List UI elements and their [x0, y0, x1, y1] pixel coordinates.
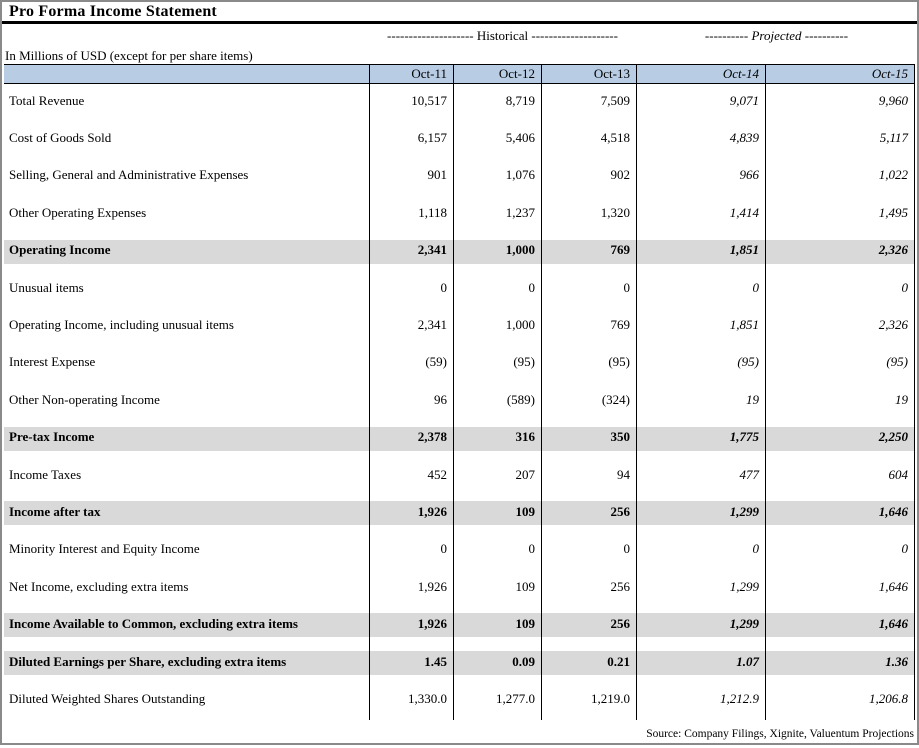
cell-value: 256	[542, 570, 637, 607]
cell-value: 1,851	[637, 308, 766, 345]
cell-value: 207	[454, 458, 542, 495]
cell-value: 1.36	[885, 653, 908, 669]
cell-value: 5,117	[879, 130, 908, 146]
row-label: Net Income, excluding extra items	[4, 570, 370, 607]
cell-value: 1,495	[878, 204, 908, 220]
column-header-blank	[4, 65, 370, 83]
cell-value: 9,960	[878, 92, 908, 108]
cell-value: 477	[637, 458, 766, 495]
page-title: Pro Forma Income Statement	[9, 3, 217, 20]
cell-value: 19	[895, 391, 908, 407]
title-bar	[2, 2, 917, 24]
units-note: In Millions of USD (except for per share items)	[5, 48, 253, 63]
cell-value: 1,299	[637, 607, 766, 644]
cell-value: 0	[454, 271, 542, 308]
cell-value: 2,250	[878, 429, 908, 445]
table-row	[4, 271, 914, 308]
cell-value: 350	[542, 421, 637, 458]
column-header-oct13: Oct-13	[542, 65, 637, 83]
income-statement-table	[4, 64, 915, 720]
row-label: Income Taxes	[4, 458, 370, 495]
cell-value: 1,926	[370, 570, 454, 607]
cell-value: 1,775	[637, 421, 766, 458]
cell-value: 4,839	[637, 121, 766, 158]
column-group-row	[2, 24, 917, 48]
cell-value: 1,926	[370, 607, 454, 644]
cell-value: 1,926	[370, 495, 454, 532]
source-note: Source: Company Filings, Xignite, Valuentum Projections	[646, 727, 914, 740]
cell-value: 1,206.8	[869, 690, 908, 706]
cell-value: 6,157	[370, 121, 454, 158]
cell-value: 1,212.9	[637, 682, 766, 719]
row-label: Diluted Weighted Shares Outstanding	[4, 682, 370, 719]
row-label: Selling, General and Administrative Expenses	[4, 159, 370, 196]
column-header-row	[4, 64, 914, 84]
column-header-oct11: Oct-11	[370, 65, 454, 83]
cell-value: (59)	[370, 346, 454, 383]
row-label: Operating Income	[4, 234, 370, 271]
column-header-oct15: Oct-15	[871, 66, 908, 81]
row-label: Minority Interest and Equity Income	[4, 533, 370, 570]
cell-value: 0	[370, 533, 454, 570]
cell-value: 1,320	[542, 196, 637, 233]
row-label: Diluted Earnings per Share, excluding extra items	[4, 645, 370, 682]
cell-value: 1,646	[878, 578, 908, 594]
cell-value: 2,326	[878, 242, 908, 258]
table-row	[4, 121, 914, 158]
cell-value: 1,851	[637, 234, 766, 271]
cell-value: 901	[370, 159, 454, 196]
cell-value: 96	[370, 383, 454, 420]
column-header-oct14: Oct-14	[637, 65, 766, 83]
cell-value: 0.21	[542, 645, 637, 682]
cell-value: 109	[454, 495, 542, 532]
cell-value: 256	[542, 495, 637, 532]
cell-value: 1.07	[637, 645, 766, 682]
cell-value: 1,646	[878, 616, 908, 632]
cell-value: 7,509	[542, 84, 637, 121]
cell-value: 0	[542, 271, 637, 308]
table-row	[4, 84, 914, 121]
row-label: Income Available to Common, excluding extra items	[4, 607, 370, 644]
table-body	[4, 84, 914, 720]
cell-value: 9,071	[637, 84, 766, 121]
table-row	[4, 458, 914, 495]
cell-value: 902	[542, 159, 637, 196]
cell-value: 452	[370, 458, 454, 495]
row-label: Other Operating Expenses	[4, 196, 370, 233]
table-row	[4, 495, 914, 532]
row-label: Income after tax	[4, 495, 370, 532]
column-header-oct12: Oct-12	[454, 65, 542, 83]
cell-value: 10,517	[370, 84, 454, 121]
table-row	[4, 383, 914, 420]
cell-value: 256	[542, 607, 637, 644]
cell-value: 966	[637, 159, 766, 196]
table-row	[4, 308, 914, 345]
row-label: Operating Income, including unusual items	[4, 308, 370, 345]
row-label: Other Non-operating Income	[4, 383, 370, 420]
cell-value: 94	[542, 458, 637, 495]
cell-value: 316	[454, 421, 542, 458]
table-row	[4, 570, 914, 607]
cell-value: 1,237	[454, 196, 542, 233]
cell-value: 2,341	[370, 308, 454, 345]
cell-value: (95)	[454, 346, 542, 383]
cell-value: 604	[888, 466, 908, 482]
cell-value: 2,341	[370, 234, 454, 271]
cell-value: 19	[637, 383, 766, 420]
table-row	[4, 607, 914, 644]
cell-value: 0	[637, 533, 766, 570]
cell-value: 1,414	[637, 196, 766, 233]
table-row	[4, 159, 914, 196]
cell-value: 0	[637, 271, 766, 308]
cell-value: 0	[901, 541, 908, 557]
cell-value: 1,299	[637, 570, 766, 607]
historical-group-label: -------------------- Historical --------------------	[387, 28, 618, 43]
row-label: Unusual items	[4, 271, 370, 308]
cell-value: 1,000	[454, 308, 542, 345]
cell-value: 769	[542, 234, 637, 271]
table-row	[4, 421, 914, 458]
cell-value: 1,299	[637, 495, 766, 532]
cell-value: (95)	[886, 354, 908, 370]
cell-value: (95)	[542, 346, 637, 383]
cell-value: 1,330.0	[370, 682, 454, 719]
table-row	[4, 682, 914, 719]
cell-value: 0	[901, 279, 908, 295]
cell-value: 1,022	[878, 167, 908, 183]
cell-value: 4,518	[542, 121, 637, 158]
table-row	[4, 196, 914, 233]
cell-value: 2,326	[878, 317, 908, 333]
table-row	[4, 346, 914, 383]
cell-value: (95)	[637, 346, 766, 383]
cell-value: 769	[542, 308, 637, 345]
cell-value: 1,118	[370, 196, 454, 233]
cell-value: (324)	[542, 383, 637, 420]
cell-value: 1,646	[878, 503, 908, 519]
cell-value: 0	[454, 533, 542, 570]
cell-value: 1,000	[454, 234, 542, 271]
cell-value: 2,378	[370, 421, 454, 458]
row-label: Total Revenue	[4, 84, 370, 121]
row-label: Interest Expense	[4, 346, 370, 383]
cell-value: 8,719	[454, 84, 542, 121]
projected-group-label: ---------- Projected ----------	[704, 28, 849, 43]
cell-value: 1,076	[454, 159, 542, 196]
cell-value: 0.09	[454, 645, 542, 682]
row-label: Pre-tax Income	[4, 421, 370, 458]
cell-value: 5,406	[454, 121, 542, 158]
cell-value: 0	[542, 533, 637, 570]
table-row	[4, 645, 914, 682]
row-label: Cost of Goods Sold	[4, 121, 370, 158]
cell-value: 0	[370, 271, 454, 308]
cell-value: 1.45	[370, 645, 454, 682]
cell-value: (589)	[454, 383, 542, 420]
cell-value: 1,277.0	[454, 682, 542, 719]
table-row	[4, 533, 914, 570]
cell-value: 109	[454, 570, 542, 607]
cell-value: 1,219.0	[542, 682, 637, 719]
table-row	[4, 234, 914, 271]
cell-value: 109	[454, 607, 542, 644]
